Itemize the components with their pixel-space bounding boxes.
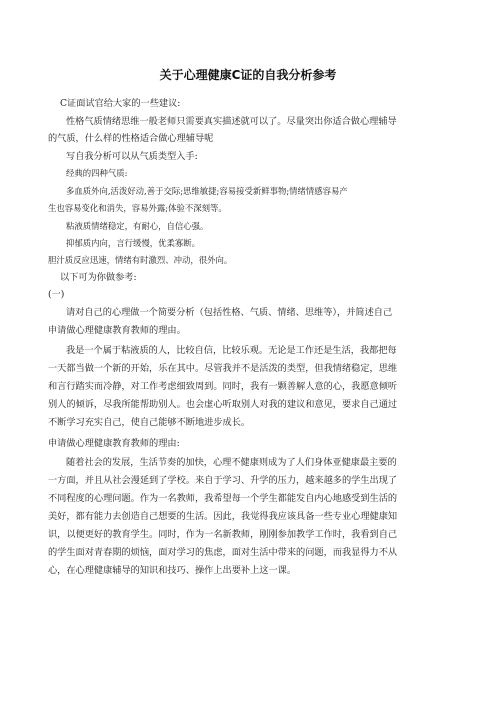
paragraph-line: 识，以便更好的教育学生。同时，作为一名新教师，刚刚参加教学工作时，我看到自己 — [48, 529, 398, 540]
paragraph-line: 一方面，并且从社会漫延到了学校。来自于学习、升学的压力，越来越多的学生出现了 — [48, 475, 398, 486]
paragraph-line: (一) — [48, 289, 65, 300]
paragraph-line: 抑郁质内向，言行缓慢，优柔寡断。 — [66, 238, 200, 248]
paragraph-line: 经典的四种气质: — [66, 168, 128, 178]
paragraph-line: 别人的倾诉，尽我所能帮助别人。也会虚心听取别人对我的建议和意见，要求自己通过 — [48, 399, 398, 410]
paragraph-line: 和言行踏实而冷静，对工作考虑细致周到。同时，我有一颗善解人意的心，我愿意倾听 — [48, 381, 398, 392]
paragraph-line: 胆汁质反应迅速，情绪有时激烈、冲动，很外向。 — [48, 255, 233, 265]
paragraph-line: 的气质，什么样的性格适合做心理辅导呢 — [48, 133, 214, 144]
paragraph-line: 美好，都有能力去创造自己想要的生活。因此，我觉得我应该具备一些专业心理健康知 — [48, 511, 398, 522]
paragraph-line: 不同程度的心理问题。作为一名教师，我希望每一个学生都能发自内心地感受到生活的 — [48, 493, 398, 504]
paragraph-line: 申请做心理健康教育教师的理由。 — [48, 325, 186, 336]
paragraph-line: 随着社会的发展，生活节奏的加快，心理不健康则成为了人们身体亚健康最主要的 — [66, 457, 397, 468]
paragraph-line: 的学生面对青春期的烦恼，面对学习的焦虑，面对生活中带来的问题，而我显得力不从 — [48, 547, 398, 558]
paragraph-line: 生也容易变化和消失，容易外露;体验不深刻等。 — [48, 203, 227, 213]
paragraph-line: 写自我分析可以从气质类型入手: — [66, 151, 198, 162]
document-title: 关于心理健康C证的自我分析参考 — [159, 68, 337, 82]
paragraph-line: 我是一个属于粘液质的人，比较自信，比较乐观。无论是工作还是生活，我都把每 — [66, 345, 397, 356]
paragraph-line: 心，在心理健康辅导的知识和技巧、操作上出要补上这一课。 — [48, 565, 297, 576]
paragraph-line: 一天都当做一个新的开始，乐在其中。尽管我并不是活泼的类型，但我情绪稳定，思维 — [48, 363, 398, 374]
paragraph-line: C证面试官给大家的一些建议: — [60, 98, 181, 109]
paragraph-line: 不断学习充实自己，使自己能够不断地进步成长。 — [48, 417, 251, 428]
paragraph-line: 性格气质情绪思维一般老师只需要真实描述就可以了。尽量突出你适合做心理辅导 — [66, 116, 397, 127]
paragraph-line: 以下可为你做参考: — [60, 272, 137, 283]
paragraph-line: 请对自己的心理做一个简要分析（包括性格、气质、情绪、思维等），并简述自己 — [66, 307, 393, 318]
paragraph-line: 多血质外向,活泼好动,善于交际;思维敏捷;容易接受新鲜事物;情绪情感容易产 — [66, 186, 348, 196]
paragraph-line: 申请做心理健康教育教师的理由: — [48, 438, 180, 449]
paragraph-line: 粘液质情绪稳定，有耐心，自信心强。 — [66, 221, 209, 231]
